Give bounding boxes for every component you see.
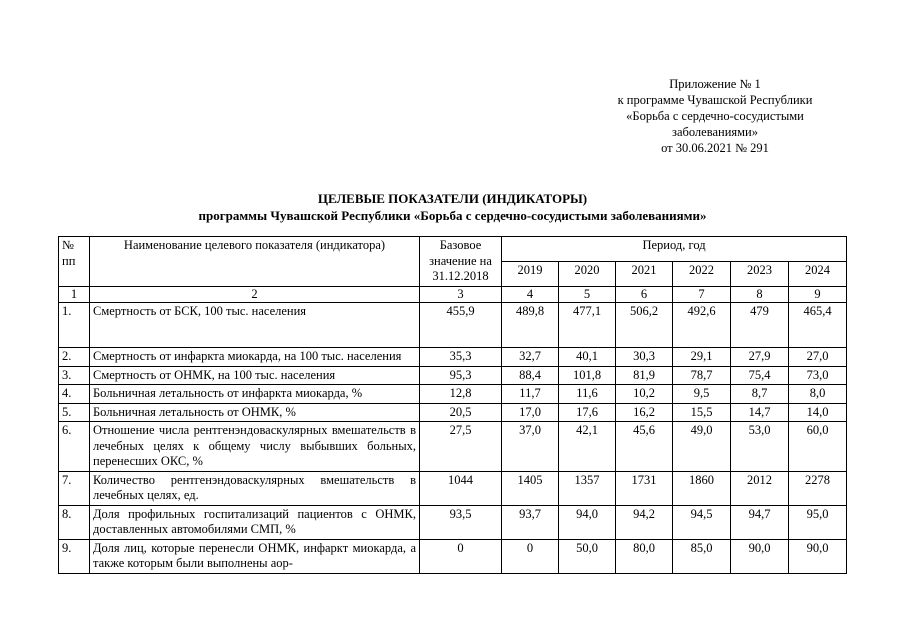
year-value: 15,5: [673, 403, 731, 422]
year-value: 10,2: [616, 385, 673, 404]
column-numbers-row: [59, 286, 847, 303]
year-value: 37,0: [502, 422, 559, 472]
year-value: 465,4: [789, 303, 847, 348]
header-row: [59, 237, 847, 262]
column-number: 3: [420, 286, 502, 303]
base-value: 95,3: [420, 366, 502, 385]
title-line-2: программы Чувашской Республики «Борьба с сердечно-сосудистыми заболеваниями»: [198, 208, 707, 223]
column-number: 1: [59, 286, 90, 303]
indicator-name: Смертность от ОНМК, на 100 тыс. населения: [90, 366, 420, 385]
indicators-table: [58, 236, 847, 574]
year-value: 81,9: [616, 366, 673, 385]
appendix-block: [585, 76, 845, 156]
year-value: 0: [502, 539, 559, 573]
table-row: [59, 539, 847, 573]
year-value: 94,0: [559, 505, 616, 539]
column-number: 7: [673, 286, 731, 303]
indicator-name: Больничная летальность от ОНМК, %: [90, 403, 420, 422]
row-number: 8.: [59, 505, 90, 539]
year-value: 75,4: [731, 366, 789, 385]
indicator-name-text: Доля лиц, которые перенесли ОНМК, инфаркт миокарда, а также которым были выполнены аор-: [93, 540, 416, 570]
year-value: 90,0: [731, 539, 789, 573]
row-number: 5.: [59, 403, 90, 422]
table-row: [59, 422, 847, 472]
year-value: 1731: [616, 471, 673, 505]
header-period: Период, год: [502, 237, 847, 262]
year-value: 14,7: [731, 403, 789, 422]
header-year: 2023: [731, 261, 789, 286]
year-value: 506,2: [616, 303, 673, 348]
table-row: [59, 303, 847, 348]
table-row: [59, 366, 847, 385]
year-value: 11,6: [559, 385, 616, 404]
year-value: 88,4: [502, 366, 559, 385]
year-value: 1357: [559, 471, 616, 505]
base-value: 27,5: [420, 422, 502, 472]
header-year: 2022: [673, 261, 731, 286]
year-value: 8,0: [789, 385, 847, 404]
row-number: 1.: [59, 303, 90, 348]
year-value: 53,0: [731, 422, 789, 472]
year-value: 94,2: [616, 505, 673, 539]
row-number: 6.: [59, 422, 90, 472]
appendix-line: к программе Чувашской Республики: [617, 93, 813, 107]
year-value: 45,6: [616, 422, 673, 472]
row-number: 3.: [59, 366, 90, 385]
year-value: 73,0: [789, 366, 847, 385]
year-value: 94,5: [673, 505, 731, 539]
column-number: 9: [789, 286, 847, 303]
year-value: 2012: [731, 471, 789, 505]
column-number: 8: [731, 286, 789, 303]
indicator-name: [90, 539, 420, 573]
year-value: 80,0: [616, 539, 673, 573]
indicator-name: Смертность от БСК, 100 тыс. населения: [90, 303, 420, 348]
indicator-name: Доля профильных госпитализаций пациентов с ОНМК, доставленных автомобилями СМП, %: [90, 505, 420, 539]
row-number: 9.: [59, 539, 90, 573]
indicator-name: Отношение числа рентгенэндоваскулярных вмешательств в лечебных целях к общему числу выбывших больных, перенесших ОКС, %: [90, 422, 420, 472]
year-value: 30,3: [616, 348, 673, 367]
year-value: 29,1: [673, 348, 731, 367]
year-value: 477,1: [559, 303, 616, 348]
year-value: 90,0: [789, 539, 847, 573]
base-value: 0: [420, 539, 502, 573]
header-year: 2019: [502, 261, 559, 286]
base-value: 93,5: [420, 505, 502, 539]
year-value: 32,7: [502, 348, 559, 367]
indicator-name: Смертность от инфаркта миокарда, на 100 тыс. населения: [90, 348, 420, 367]
year-value: 95,0: [789, 505, 847, 539]
document-title: [0, 190, 905, 224]
year-value: 42,1: [559, 422, 616, 472]
year-value: 49,0: [673, 422, 731, 472]
year-value: 27,0: [789, 348, 847, 367]
table-row: [59, 471, 847, 505]
year-value: 492,6: [673, 303, 731, 348]
indicator-name: Количество рентгенэндоваскулярных вмешательств в лечебных целях, ед.: [90, 471, 420, 505]
base-value: 20,5: [420, 403, 502, 422]
base-value: 455,9: [420, 303, 502, 348]
table-row: [59, 385, 847, 404]
year-value: 78,7: [673, 366, 731, 385]
year-value: 1405: [502, 471, 559, 505]
year-value: 50,0: [559, 539, 616, 573]
year-value: 11,7: [502, 385, 559, 404]
column-number: 2: [90, 286, 420, 303]
header-year: 2021: [616, 261, 673, 286]
year-value: 16,2: [616, 403, 673, 422]
row-number: 7.: [59, 471, 90, 505]
year-value: 40,1: [559, 348, 616, 367]
indicator-name: Больничная летальность от инфаркта миокарда, %: [90, 385, 420, 404]
header-base: Базовое значение на 31.12.2018: [420, 237, 502, 287]
year-value: 101,8: [559, 366, 616, 385]
column-number: 5: [559, 286, 616, 303]
year-value: 489,8: [502, 303, 559, 348]
header-year: 2024: [789, 261, 847, 286]
year-value: 17,0: [502, 403, 559, 422]
row-number: 4.: [59, 385, 90, 404]
header-name: Наименование целевого показателя (индикатора): [90, 237, 420, 287]
table-row: [59, 403, 847, 422]
year-value: 27,9: [731, 348, 789, 367]
year-value: 1860: [673, 471, 731, 505]
year-value: 60,0: [789, 422, 847, 472]
header-year: 2020: [559, 261, 616, 286]
column-number: 6: [616, 286, 673, 303]
base-value: 35,3: [420, 348, 502, 367]
row-number: 2.: [59, 348, 90, 367]
year-value: 2278: [789, 471, 847, 505]
year-value: 94,7: [731, 505, 789, 539]
year-value: 479: [731, 303, 789, 348]
table-row: [59, 348, 847, 367]
appendix-line: «Борьба с сердечно-сосудистыми: [626, 109, 804, 123]
year-value: 85,0: [673, 539, 731, 573]
year-value: 9,5: [673, 385, 731, 404]
table-row: [59, 505, 847, 539]
title-line-1: ЦЕЛЕВЫЕ ПОКАЗАТЕЛИ (ИНДИКАТОРЫ): [317, 191, 588, 206]
appendix-line: Приложение № 1: [669, 77, 761, 91]
base-value: 12,8: [420, 385, 502, 404]
column-number: 4: [502, 286, 559, 303]
year-value: 8,7: [731, 385, 789, 404]
base-value: 1044: [420, 471, 502, 505]
year-value: 14,0: [789, 403, 847, 422]
appendix-line: от 30.06.2021 № 291: [661, 141, 769, 155]
appendix-line: заболеваниями»: [672, 125, 758, 139]
year-value: 93,7: [502, 505, 559, 539]
header-num: № пп: [59, 237, 90, 287]
year-value: 17,6: [559, 403, 616, 422]
